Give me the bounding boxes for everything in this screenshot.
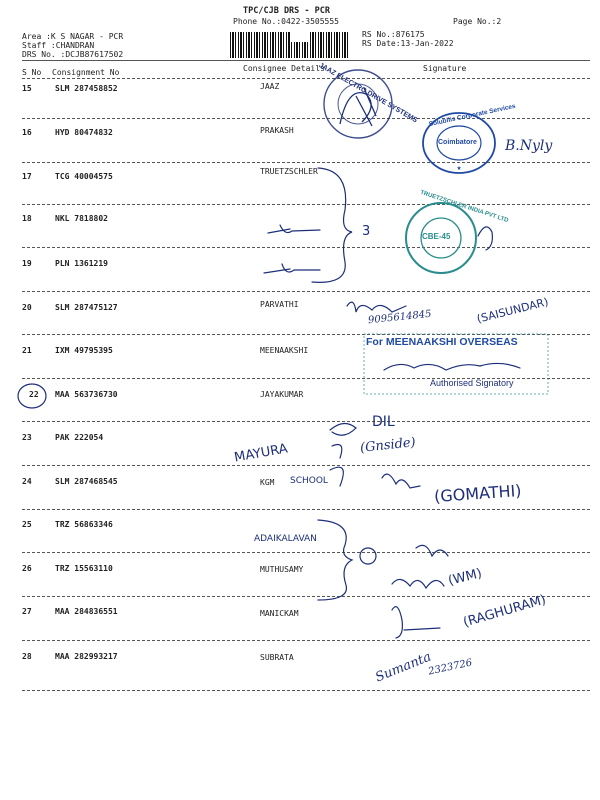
solubilis-ring-text: Solubilis Corporate Services (428, 102, 517, 129)
truetzschler-ring-text: TRUETZSCHLER INDIA PVT LTD (419, 189, 510, 225)
drs-number: DRS No. :DCJB87617502 (22, 50, 124, 59)
phone-number: Phone No.:0422-3505555 (233, 17, 339, 26)
meenaakshi-company: For MEENAAKSHI OVERSEAS (366, 336, 518, 348)
row-consignment: SLM 287475127 (55, 303, 118, 312)
meenaakshi-role: Authorised Signatory (430, 378, 514, 388)
row-consignment: TRZ 15563110 (55, 564, 113, 573)
handwritten-number: 2323726 (427, 657, 474, 678)
row-sno: 26 (22, 564, 32, 573)
handwritten-phone: 9095614845 (367, 308, 433, 327)
row-consignee: MANICKAM (260, 609, 299, 618)
row-consignee: JAYAKUMAR (260, 390, 304, 399)
truetzschler-center: CBE-45 (422, 232, 451, 241)
col-header-signature: Signature (423, 64, 467, 73)
row-consignee: SUBRATA (260, 653, 294, 662)
row-sno: 20 (22, 303, 32, 312)
solubilis-center: Coimbatore (438, 139, 477, 146)
handwritten-adaikalavan: ADAIKALAVAN (254, 534, 317, 544)
staff-label: Staff :CHANDRAN (22, 41, 95, 50)
handwritten-signature-16: B.Nyly (505, 138, 553, 154)
row-consignee: JAAZ (260, 82, 280, 91)
rs-number: RS No.:876175 (362, 30, 425, 39)
area-label: Area :K S NAGAR - PCR (22, 32, 124, 41)
row-consignment: MAA 284836551 (55, 607, 118, 616)
col-header-consignment: Consignment No (52, 68, 120, 77)
row-sno: 23 (22, 433, 32, 442)
row-sno: 18 (22, 214, 32, 223)
row-sno: 22 (29, 390, 39, 399)
row-sno: 24 (22, 477, 32, 486)
row-consignee: PARVATHI (260, 300, 299, 309)
col-header-consignee: Consignee Details (243, 64, 325, 73)
col-header-sno: S No (22, 68, 42, 77)
row-sno: 16 (22, 128, 32, 137)
handwritten-school: SCHOOL (290, 476, 328, 486)
row-sno: 21 (22, 346, 32, 355)
handwritten-wm: (WM) (446, 566, 484, 589)
row-consignment: PLN 1361219 (55, 259, 108, 268)
row-consignment: IXM 49795395 (55, 346, 113, 355)
handwritten-mayura: MAYURA (233, 441, 289, 466)
row-sno: 15 (22, 84, 32, 93)
page-number: Page No.:2 (453, 17, 502, 26)
rs-date: RS Date:13-Jan-2022 (362, 39, 454, 48)
row-consignee: TRUETZSCHLER (260, 167, 318, 176)
row-consignee: PRAKASH (260, 126, 294, 135)
row-consignment: MAA 563736730 (55, 390, 118, 399)
handwritten-mark-3: 3 (362, 224, 371, 239)
handwritten-gomathi: (GOMATHI) (433, 480, 523, 507)
svg-text:★: ★ (456, 163, 462, 172)
row-consignee: MEENAAKSHI (260, 346, 309, 355)
row-consignment: HYD 80474832 (55, 128, 113, 137)
row-sno: 17 (22, 172, 32, 181)
handwritten-sumanta: Sumanta (373, 649, 434, 686)
row-consignee: KGM (260, 478, 275, 487)
handwritten-saisundar: (SAISUNDAR) (475, 295, 550, 326)
handwritten-raghuram: (RAGHURAM) (461, 592, 548, 631)
row-consignment: TCG 40004575 (55, 172, 113, 181)
report-title: TPC/CJB DRS - PCR (243, 6, 330, 16)
row-sno: 27 (22, 607, 32, 616)
row-consignment: SLM 287458852 (55, 84, 118, 93)
row-sno: 25 (22, 520, 32, 529)
handwritten-dil: DIL (372, 414, 395, 430)
row-sno: 28 (22, 652, 32, 661)
row-consignment: NKL 7818802 (55, 214, 108, 223)
row-consignment: TRZ 56863346 (55, 520, 113, 529)
row-consignment: MAA 282993217 (55, 652, 118, 661)
row-consignee: MUTHUSAMY (260, 565, 304, 574)
row-consignment: SLM 287468545 (55, 477, 118, 486)
jaaz-stamp-text: JAAZ ELECTRO DRIVE SYSTEMS (317, 62, 419, 125)
row-sno: 19 (22, 259, 32, 268)
row-consignment: PAK 222054 (55, 433, 104, 442)
handwritten-gnside: (Gnside) (359, 435, 417, 456)
